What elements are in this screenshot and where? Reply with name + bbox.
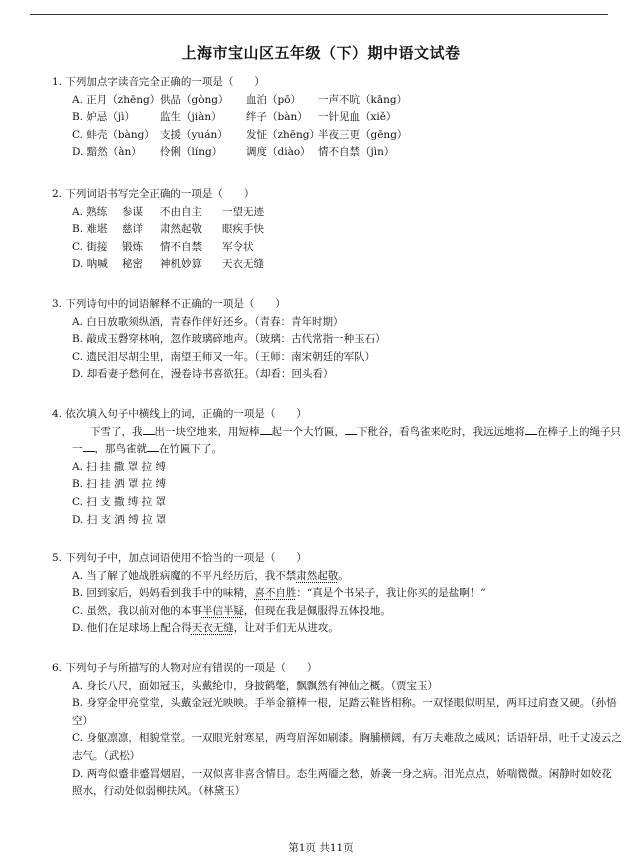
answer-blank (83, 441, 95, 452)
question-passage: 下雪了，我 出一块空地来，用短棒 起一个大竹匾， 下秕谷，看鸟雀来吃时，我远远地将 在棒子上的绳子只一 ，那鸟雀就 在竹匾下了。 (72, 425, 621, 456)
marked-phrase: 天衣无缝 (191, 622, 234, 635)
option-b: B. 扫 挂 洒 罩 拉 缚 (72, 478, 167, 491)
page-number: 第1页 共11页 (288, 842, 354, 854)
option-d: D. 两弯似蹙非蹙罥烟眉，一双似喜非喜含情目。态生两靥之愁，娇袭一身之病。泪光点点，娇喘微微。闲静时如姣花照水，行动处似弱柳扶风。（林黛玉） (72, 767, 612, 798)
marked-phrase: 肃然起敬 (296, 569, 339, 582)
option-a: A. 扫 挂 撒 罩 拉 缚 (72, 460, 166, 473)
marked-phrase: 半信半疑 (201, 604, 244, 617)
answer-blank (147, 441, 159, 452)
option-b: B. 身穿金甲亮堂堂，头戴金冠光映映。手举金箍棒一根，足踏云鞋皆相称。一双怪眼似明星，两耳过肩查又硬。（孙悟空） (72, 697, 617, 727)
option-b: B. 难堪 慈详 肃然起敬 眼疾手快 (72, 223, 264, 236)
option-d: D. 却看妻子愁何在，漫卷诗书喜欲狂。（却看：回头看） (72, 368, 334, 381)
page-title: 上海市宝山区五年级（下）期中语文试卷 (181, 44, 461, 62)
question-4 (52, 406, 622, 529)
option-c: C. 蚌壳（bàng） 支援（yuán） 发怔（zhēng）半夜三更（gēng） (72, 128, 408, 141)
option-c: C. 扫 支 撒 缚 拉 罩 (72, 495, 167, 508)
question-1 (52, 74, 622, 162)
question-stem: 4. 依次填入句子中横线上的词，正确的一项是（ ） (52, 408, 307, 420)
question-2 (52, 186, 622, 274)
answer-blank (525, 424, 537, 435)
option-b: B. 敲成玉磬穿林响，忽作玻璃碎地声。（玻璃：古代常指一种玉石） (72, 333, 386, 346)
option-c: C. 身躯凛凛，相貌堂堂。一双眼光射寒星，两弯眉浑如刷漆。胸脯横阔，有万夫难敌之威风；话语轩昂，吐千丈凌云之志气。（武松） (72, 732, 622, 762)
option-d: D. 扫 支 洒 缚 拉 罩 (72, 513, 167, 526)
option-b: B. 妒忌（jì） 监生（jiàn） 绊子（bàn） 一针见血（xiě） (72, 111, 397, 124)
option-c: C. 虽然，我以前对他的本事半信半疑，但现在我是佩服得五体投地。 (72, 603, 622, 621)
question-5 (52, 550, 622, 638)
option-d: D. 呐喊 秘密 神机妙算 天衣无缝 (72, 258, 264, 271)
marked-phrase: 喜不自胜 (254, 587, 297, 600)
question-stem: 5. 下列句子中，加点词语使用不恰当的一项是（ ） (52, 552, 307, 564)
question-stem: 2. 下列词语书写完全正确的一项是（ ） (52, 188, 255, 200)
answer-blank (345, 424, 357, 435)
question-stem: 1. 下列加点字读音完全正确的一项是（ ） (52, 76, 265, 88)
option-d: D. 他们在足球场上配合得天衣无缝，让对手们无从进攻。 (72, 620, 622, 638)
question-stem: 6. 下列句子与所描写的人物对应有错误的一项是（ ） (52, 662, 318, 674)
option-c: C. 遗民泪尽胡尘里，南望王师又一年。（王师：南宋朝廷的军队） (72, 350, 376, 363)
option-c: C. 街接 锻炼 情不自禁 军令状 (72, 240, 254, 253)
question-3 (52, 296, 622, 384)
answer-blank (143, 424, 155, 435)
question-stem: 3. 下列诗句中的词语解释不正确的一项是（ ） (52, 298, 286, 310)
option-d: D. 黯然（àn） 伶俐（líng） 调度（diào） 情不自禁（jìn） (72, 146, 395, 159)
answer-blank (260, 424, 272, 435)
option-a: A. 当了解了她战胜病魔的不平凡经历后，我不禁肃然起敬。 (72, 568, 622, 586)
option-b: B. 回到家后，妈妈看到我手中的味精，喜不自胜：“真是个书呆子，我让你买的是盐啊！” (72, 585, 622, 603)
option-a: A. 熟练 参谋 不由自主 一望无迹 (72, 205, 264, 218)
option-a: A. 身长八尺，面如冠玉，头戴纶巾，身披鹤氅，飘飘然有神仙之概。（贾宝玉） (72, 679, 439, 692)
option-a: A. 白日放歌须纵酒，青春作伴好还乡。（青春：青年时期） (72, 315, 344, 328)
option-a: A. 正月（zhēng）供品（gòng） 血泊（pō） 一声不吭（kāng） (72, 93, 408, 106)
question-6 (52, 660, 622, 801)
header-rule (30, 14, 608, 15)
